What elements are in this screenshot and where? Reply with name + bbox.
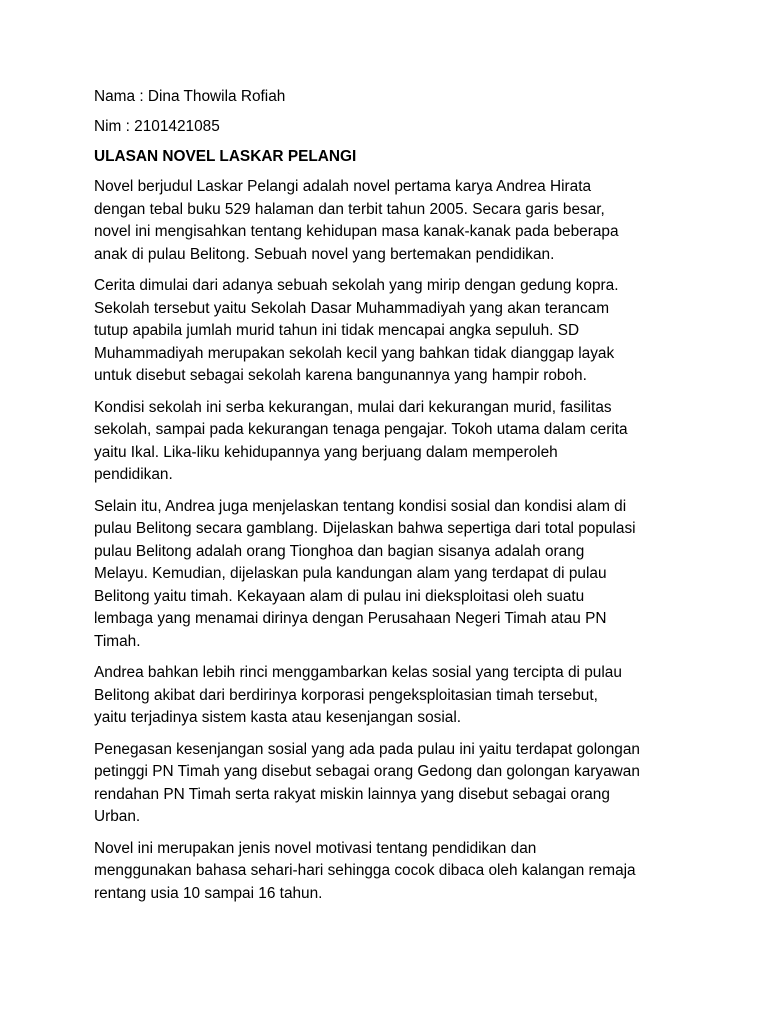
document-content (94, 86, 694, 914)
text-line: rentang usia 10 sampai 16 tahun. (94, 884, 323, 902)
text-line: pulau Belitong secara gamblang. Dijelaskan bahwa sepertiga dari total populasi (94, 520, 636, 537)
text-line: Timah. (94, 632, 141, 650)
text-line: untuk disebut sebagai sekolah karena bangunannya yang hampir roboh. (94, 367, 587, 384)
paragraph-3 (94, 397, 694, 487)
text-line: novel ini mengisahkan tentang kehidupan masa kanak-kanak pada beberapa (94, 223, 619, 240)
student-name-line: Nama : Dina Thowila Rofiah (94, 88, 286, 105)
text-line: Sekolah tersebut yaitu Sekolah Dasar Muhammadiyah yang akan terancam (94, 299, 610, 317)
text-line: petinggi PN Timah yang disebut sebagai orang Gedong dan golongan karyawan (94, 763, 640, 780)
text-line: menggunakan bahasa sehari-hari sehingga cocok dibaca oleh kalangan remaja (94, 862, 636, 879)
text-line: Selain itu, Andrea juga menjelaskan tentang kondisi sosial dan kondisi alam di (94, 497, 627, 515)
text-line: Novel ini merupakan jenis novel motivasi tentang pendidikan dan (94, 839, 537, 857)
paragraph-1 (94, 176, 694, 266)
text-line: pendidikan. (94, 466, 173, 483)
text-line: Cerita dimulai dari adanya sebuah sekolah yang mirip dengan gedung kopra. (94, 277, 619, 294)
text-line: Kondisi sekolah ini serba kekurangan, mulai dari kekurangan murid, fasilitas (94, 398, 612, 416)
text-line: yaitu terjadinya sistem kasta atau kesenjangan sosial. (94, 709, 462, 726)
paragraph-4 (94, 496, 694, 654)
text-line: lembaga yang menamai dirinya dengan Perusahaan Negeri Timah atau PN (94, 610, 607, 627)
student-nim-line: Nim : 2101421085 (94, 118, 220, 135)
text-line: Muhammadiyah merupakan sekolah kecil yang bahkan tidak dianggap layak (94, 344, 615, 362)
text-line: Melayu. Kemudian, dijelaskan pula kandungan alam yang terdapat di pulau (94, 565, 607, 582)
text-line: Penegasan kesenjangan sosial yang ada pada pulau ini yaitu terdapat golongan (94, 740, 640, 758)
text-line: Novel berjudul Laskar Pelangi adalah novel pertama karya Andrea Hirata (94, 178, 592, 195)
text-line: Andrea bahkan lebih rinci menggambarkan kelas sosial yang tercipta di pulau (94, 664, 622, 681)
paragraph-2 (94, 275, 694, 388)
text-line: anak di pulau Belitong. Sebuah novel yang bertemakan pendidikan. (94, 245, 555, 263)
text-line: Belitong yaitu timah. Kekayaan alam di pulau ini dieksploitasi oleh suatu (94, 587, 585, 605)
document-title: ULASAN NOVEL LASKAR PELANGI (94, 148, 357, 165)
text-line: Urban. (94, 808, 141, 825)
text-line: Belitong akibat dari berdirinya korporasi pengeksploitasian timah tersebut, (94, 686, 598, 704)
text-line: pulau Belitong adalah orang Tionghoa dan bagian sisanya adalah orang (94, 542, 585, 560)
text-line: yaitu Ikal. Lika-liku kehidupannya yang berjuang dalam memperoleh (94, 443, 558, 461)
paragraph-7 (94, 838, 694, 906)
paragraph-5 (94, 662, 694, 730)
text-line: rendahan PN Timah serta rakyat miskin lainnya yang disebut sebagai orang (94, 785, 610, 803)
text-line: tutup apabila jumlah murid tahun ini tidak mencapai angka sepuluh. SD (94, 322, 580, 339)
text-line: sekolah, sampai pada kekurangan tenaga pengajar. Tokoh utama dalam cerita (94, 421, 628, 438)
text-line: dengan tebal buku 529 halaman dan terbit tahun 2005. Secara garis besar, (94, 200, 605, 218)
paragraph-6 (94, 739, 694, 829)
